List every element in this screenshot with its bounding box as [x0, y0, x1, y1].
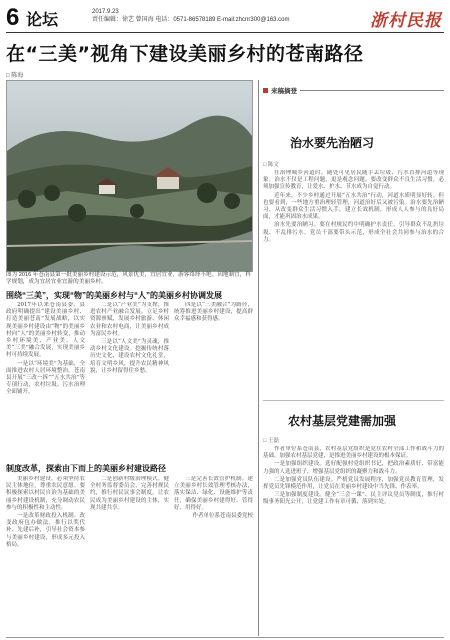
- masthead: [6, 4, 444, 30]
- section1-paragraph: 2017年以来苍南县委、县政府明确提出“建设美丽乡村、打造美丽苍南”发展战略，以实现美丽乡村建设由“物”的美丽乡村向“人”的美丽乡村转变，推动乡村环境美、产业美、人文美“三美”融合发展，实现美丽乡村可持续发展。: [6, 302, 85, 359]
- newspaper-logo: 浙村民报: [370, 11, 442, 31]
- square-bullet-icon: [263, 88, 268, 93]
- section2-paragraph: 一是改革财政投入机制。改变政府包办做法，推行以奖代补、先建后补，引导社会资本参与美丽乡村建设，形成多元投入格局。: [6, 513, 85, 548]
- section1-paragraph: 三是以“人文美”为灵魂，推动乡村文化建设。挖掘传统村落历史文化，建设农村文化礼堂，培育文明乡风，提升农民精神风貌，让乡村留得住乡愁。: [90, 339, 169, 374]
- main-byline: □ 陈海: [6, 73, 24, 79]
- section2-column-1: [6, 476, 85, 634]
- sidebar-article1-title: 治水要先治陋习: [290, 136, 375, 150]
- section2-paragraph: 二是创新村级治理模式。健全村务监督委员会，完善村规民约，推行村民议事会制度，让农民成为美丽乡村建设的主体，实现共建共享。: [90, 476, 169, 511]
- section1-column-2: [90, 302, 169, 460]
- issue-date: 2017.9.23: [92, 9, 119, 15]
- sidebar-article2-body: [263, 446, 444, 634]
- page-bottom-rule: [6, 637, 444, 638]
- sidebar-article1-paragraph: 在治理城乡河道时，随处可见居民随手丢垃圾、污水直排河道等现象。治水不仅是工程问题，更是观念问题。要改变群众不良生活习惯，必须加强宣传教育，让爱水、护水、节水成为自觉行动。: [263, 170, 444, 191]
- village-photo-image: [7, 81, 252, 271]
- sidebar-tag-rule: [300, 90, 444, 91]
- section-name: 论坛: [26, 12, 59, 29]
- issue-meta: [92, 8, 290, 24]
- sidebar-article2-paragraph: 一是加强组织建设。选好配强村党组织书记，把政治素质好、带富能力强的人选进班子，增强基层党组织的凝聚力和战斗力。: [263, 461, 444, 475]
- village-photo: [6, 80, 253, 272]
- sidebar-article2-author: □ 王磊: [263, 438, 279, 444]
- sidebar-article1-paragraph: 近年来，不少乡村通过开展“五水共治”行动，河道水质明显好转。但也要看到，一些地方重治理轻管理，河道治好后又被污染。治水要先治陋习，从改变群众生活习惯入手，建立长效机制，形成人人参与的良好局面，才能巩固治水成果。: [263, 192, 444, 221]
- author-affiliation: 作者单位系苍南县委党校: [192, 513, 253, 520]
- section2-paragraph: 三是完善长效管护机制。建立美丽乡村长效管理考核办法，落实保洁、绿化、设施维护等责任，确保美丽乡村建得好、管得好、用得好。: [174, 476, 253, 511]
- section2-column-3: [174, 476, 253, 634]
- section2-paragraph: 美丽乡村建设，必须坚持农民主体地位，尊重农民意愿。要积极探索以村民自治为基础的美丽乡村建设机制，充分调动农民参与的积极性和主动性。: [6, 476, 85, 511]
- sidebar-divider: [263, 400, 444, 401]
- section1-paragraph: 一是以“环境美”为基础，全面推进农村人居环境整治。苍南县开展“三改一拆”“五水共治”等专项行动，农村垃圾、污水治理全面铺开。: [6, 360, 85, 396]
- sidebar-column-label: 来稿摘登: [271, 88, 297, 95]
- section1-column-3: [174, 302, 253, 460]
- sidebar-article1-body: [263, 170, 444, 385]
- page-number: 6: [6, 4, 20, 31]
- section1-heading: 围绕“三美”，实现“物”的美丽乡村与“人”的美丽乡村协调发展: [6, 291, 222, 300]
- sidebar-article2-paragraph: 作者单位系苍南县，农村基层党组织是党在农村全部工作和战斗力的基础。加强农村基层党建，是推进美丽乡村建设的根本保证。: [263, 446, 444, 460]
- sidebar-article1-author: □ 陈文: [263, 162, 279, 168]
- section2-column-2: [90, 476, 169, 634]
- section2-heading: 制度改革，探索由下而上的美丽乡村建设路径: [6, 464, 166, 473]
- sidebar-article1-paragraph: 治水先要治陋习。要在村规民约中明确护水责任，引导群众不乱扔垃圾、不乱排污水。党员干部要带头示范，形成全社会共同参与治水的合力。: [263, 222, 444, 243]
- sidebar-article2-paragraph: 三是加强制度建设。健全“三会一课”、民主评议党员等制度，推行村级事务阳光公开，让党建工作有章可循、落到实处。: [263, 492, 444, 506]
- photo-caption: 图为 2016 年苍南县第一批美丽乡村建设示范，风景优美，宜居宜业，游客络绎不绝。因地制宜，科学规划，成为宜居宜业宜游的美丽乡村。: [6, 272, 251, 286]
- sidebar-column-tag: [263, 85, 297, 96]
- main-headline: 在“三美”视角下建设美丽乡村的苍南路径: [6, 43, 364, 65]
- sidebar-article2-paragraph: 二是加强党员队伍建设。严格党员发展程序，加强党员教育管理，发挥党员先锋模范作用，让党员在美丽乡村建设中当先锋、作表率。: [263, 476, 444, 491]
- editor-contact: 责任编辑：徐艺 曾国海 电话：0571-86578189 E-mail:zhcnr300@163.com: [92, 17, 290, 23]
- section1-paragraph: 二是以“产业美”为支撑，推进农村产业融合发展。立足乡村资源禀赋，发展乡村旅游、休闲农业和农村电商，让美丽乡村成为富民乡村。: [90, 302, 169, 337]
- section1-column-1: [6, 302, 85, 460]
- sidebar-article2-title: 农村基层党建需加强: [288, 414, 397, 428]
- masthead-divider: [6, 32, 444, 33]
- section1-paragraph: 四是以“三美融合”为路径，统筹推进美丽乡村建设，提高群众幸福感和获得感。: [174, 302, 253, 323]
